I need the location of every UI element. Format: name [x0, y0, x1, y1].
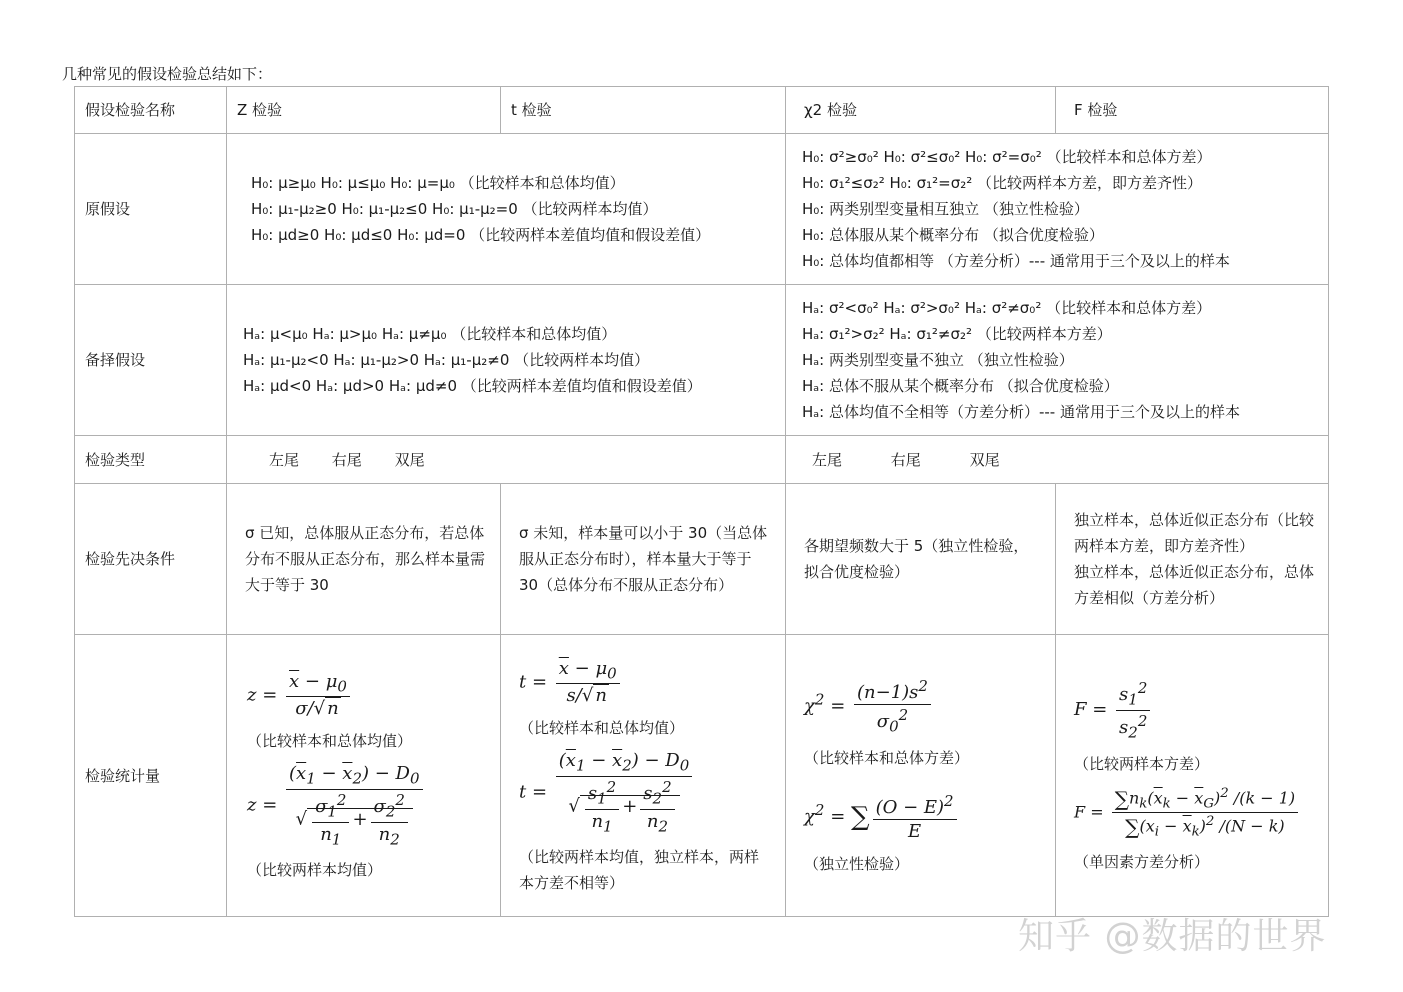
test-type-row: [75, 436, 1329, 484]
header-t-test: t 检验: [501, 87, 786, 134]
null-zt-line: H₀: μ≥μ₀ H₀: μ≤μ₀ H₀: μ=μ₀ （比较样本和总体均值）: [251, 174, 625, 192]
stat-label: 检验统计量: [75, 635, 227, 917]
type-right-tail: 右尾: [890, 450, 921, 469]
precond-chi: [786, 484, 1056, 635]
null-label: 原假设: [75, 134, 227, 285]
stat-f-note: （单因素方差分析）: [1074, 852, 1210, 871]
null-chif-line: H₀: 两类别型变量相互独立 （独立性检验）: [802, 200, 1089, 218]
stat-t-note: （比较两样本均值，独立样本，两样本方差不相等）: [519, 848, 760, 893]
null-chif-line: H₀: 总体均值都相等 （方差分析）--- 通常用于三个及以上的样本: [802, 252, 1230, 270]
alt-chif-line: Hₐ: σ²<σ₀² Hₐ: σ²>σ₀² Hₐ: σ²≠σ₀² （比较样本和总体方差）: [802, 299, 1212, 317]
header-name-col: 假设检验名称: [75, 87, 227, 134]
alt-hypothesis-row: [75, 285, 1329, 436]
type-left-tail: 左尾: [269, 450, 300, 469]
null-zt-cell: [227, 134, 786, 285]
precond-chi-text: 各期望频数大于 5（独立性检验，拟合优度检验）: [804, 537, 1029, 581]
f-formula-anova: F = $\frac{\sum n_k(\overline{x}_k - \overline{x}_G)^2 /(k - 1)}{\sum(x_i - \overline{x}_k)^2 /(N - k)}$: [1074, 780, 1318, 846]
f-formula-variance-ratio: F = $\frac{s_1^2}{s_2^2}$: [1074, 673, 1318, 747]
precond-t-text: σ 未知，样本量可以小于 30（当总体服从正态分布时），样本量大于等于 30（总体分布不服从正态分布）: [519, 524, 768, 594]
t-formula-one-sample: t = $\frac{\overline{x} - \mu_0}{s/√ n}$: [519, 652, 771, 713]
header-chi-test: χ2 检验: [786, 87, 1056, 134]
type-left-tail: 左尾: [812, 450, 843, 469]
null-chif-cell: [786, 134, 1329, 285]
z-formula-one-sample: z = $\frac{\overline{x} - \mu_0}{\sigma/√ n}$: [247, 665, 490, 726]
precond-z: [227, 484, 501, 635]
null-chif-line: H₀: σ²≥σ₀² H₀: σ²≤σ₀² H₀: σ²=σ₀² （比较样本和总体方差）: [802, 148, 1212, 166]
header-z-test: Z 检验: [227, 87, 501, 134]
chi-formula-independence: $\chi^2$ = ∑ $\frac{(O - E)^2}{E}$: [804, 774, 1045, 848]
null-hypothesis-row: [75, 134, 1329, 285]
alt-label: 备择假设: [75, 285, 227, 436]
watermark: 知乎 @数据的世界: [1018, 916, 1327, 957]
type-zt-cell: [227, 436, 786, 484]
null-chif-line: H₀: 总体服从某个概率分布 （拟合优度检验）: [802, 226, 1104, 244]
stat-z-note: （比较两样本均值）: [247, 861, 383, 880]
precond-f-line: 独立样本，总体近似正态分布，总体方差相似（方差分析）: [1074, 563, 1315, 607]
alt-zt-line: Hₐ: μ₁-μ₂<0 Hₐ: μ₁-μ₂>0 Hₐ: μ₁-μ₂≠0 （比较两样本均值）: [243, 351, 650, 369]
t-formula-two-sample: t = $(\overline{x}_1 - \overline{x}_2) - D_0$ √ $\frac{s_1^2}{n_1}$ + $\frac{s_2^2}{n_2}$: [519, 744, 771, 841]
header-row: [75, 87, 1329, 134]
alt-chif-line: Hₐ: 两类别型变量不独立 （独立性检验）: [802, 351, 1074, 369]
precond-t: [501, 484, 786, 635]
alt-chif-line: Hₐ: 总体均值不全相等（方差分析）--- 通常用于三个及以上的样本: [802, 403, 1240, 421]
statistic-row: [75, 635, 1329, 917]
type-chif-cell: [786, 436, 1329, 484]
type-two-tail: 双尾: [394, 450, 425, 469]
hypothesis-test-table: [74, 86, 1329, 917]
alt-chif-line: Hₐ: 总体不服从某个概率分布 （拟合优度检验）: [802, 377, 1119, 395]
z-formula-two-sample: z = $(\overline{x}_1 - \overline{x}_2) - D_0$ √ $\frac{\sigma_1^2}{n_1}$ + $\frac{\sigma_2^2}{n_2}$: [247, 757, 490, 854]
chi-formula-variance: $\chi^2$ = $\frac{(n-1)s^2}{\sigma_0^2}$: [804, 671, 1045, 742]
header-f-test: F 检验: [1056, 87, 1329, 134]
precondition-row: [75, 484, 1329, 635]
intro-text: 几种常见的假设检验总结如下：: [62, 65, 273, 83]
alt-zt-cell: [227, 285, 786, 436]
precond-f-line: 独立样本，总体近似正态分布（比较两样本方差，即方差齐性）: [1074, 511, 1315, 555]
type-right-tail: 右尾: [331, 450, 362, 469]
alt-zt-line: Hₐ: μ<μ₀ Hₐ: μ>μ₀ Hₐ: μ≠μ₀ （比较样本和总体均值）: [243, 325, 617, 343]
null-chif-line: H₀: σ₁²≤σ₂² H₀: σ₁²=σ₂² （比较两样本方差，即方差齐性）: [802, 174, 1203, 192]
precond-label: 检验先决条件: [75, 484, 227, 635]
stat-chi-note: （独立性检验）: [804, 854, 910, 873]
precond-z-text: σ 已知，总体服从正态分布，若总体分布不服从正态分布，那么样本量需大于等于 30: [245, 524, 486, 594]
null-zt-line: H₀: μ₁-μ₂≥0 H₀: μ₁-μ₂≤0 H₀: μ₁-μ₂=0 （比较两样本均值）: [251, 200, 658, 218]
alt-chif-cell: [786, 285, 1329, 436]
alt-chif-line: Hₐ: σ₁²>σ₂² Hₐ: σ₁²≠σ₂² （比较两样本方差）: [802, 325, 1112, 343]
stat-t-cell: [501, 635, 786, 917]
null-zt-line: H₀: μd≥0 H₀: μd≤0 H₀: μd=0 （比较两样本差值均值和假设差值）: [251, 226, 711, 244]
type-two-tail: 双尾: [969, 450, 1000, 469]
stat-chi-cell: [786, 635, 1056, 917]
precond-f: [1056, 484, 1329, 635]
stat-t-note: （比较样本和总体均值）: [519, 719, 685, 738]
stat-z-cell: [227, 635, 501, 917]
stat-f-cell: [1056, 635, 1329, 917]
type-label: 检验类型: [75, 436, 227, 484]
alt-zt-line: Hₐ: μd<0 Hₐ: μd>0 Hₐ: μd≠0 （比较两样本差值均值和假设差值）: [243, 377, 702, 395]
stat-chi-note: （比较样本和总体方差）: [804, 748, 970, 767]
stat-z-note: （比较样本和总体均值）: [247, 732, 413, 751]
stat-f-note: （比较两样本方差）: [1074, 754, 1210, 773]
